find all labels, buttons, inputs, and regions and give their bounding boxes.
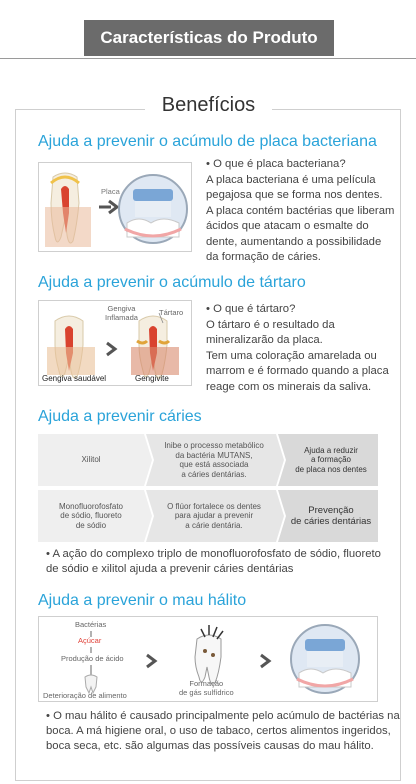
label-tartaro: Tártaro [159,308,184,317]
placa-line: da formação de cáries. [206,251,321,263]
label-gengiva-saudavel: Gengiva saudável [42,374,107,383]
placa-line: dente, aumentando a possibilidade [206,235,382,248]
placa-description [206,157,394,266]
halito-note-line: • O mau hálito é causado principalmente pelo acúmulo de bactérias na [46,710,400,722]
halito-note-line: boca. A má higiene oral, o uso de tabaco, certos alimentos ingeridos, [46,725,391,737]
fluor-result: Prevenção de cáries dentárias [290,505,372,527]
section-title-caries: Ajuda a prevenir cáries [38,408,202,425]
caries-row-fluor [38,490,378,542]
tooth-plaque-image [39,163,191,251]
halito-note-line: boca seca, etc. são algumas das possíveis causas do mau hálito. [46,740,374,752]
caries-note-line: de sódio e xilitol ajuda a prevenir cáries dentárias [46,563,294,575]
tartaro-line: marrom e é formado quando a placa [206,365,389,377]
tartaro-description [206,302,389,395]
section-title-tartaro: Ajuda a prevenir o acúmulo de tártaro [38,274,306,291]
tartaro-line: mineralizarão da placa. [206,334,323,346]
tartaro-line: reage com os minerais da saliva. [206,380,372,393]
header-divider [0,58,416,59]
xilitol-result: Ajuda a reduzir a formação de placa nos dentes [295,445,367,474]
caries-row-xilitol [38,434,378,486]
tartaro-line: Tem uma coloração amarelada ou [206,349,377,362]
placa-line: • O que é placa bacteriana? [206,158,346,170]
label-deterioracao: Deterioração de alimento [43,691,127,700]
placa-line: pegajosa que se forma nos dentes. [206,189,383,201]
xilitol-mechanism: Inibe o processo metabólico da bactéria MUTANS, que está associada a cáries dentárias. [164,441,264,479]
tartaro-line: O tártaro é o resultado da [206,318,335,331]
placa-line: A placa contém bactérias que liberam [206,204,395,217]
frame-top-left [15,109,145,110]
placa-line: ácidos que atacam o esmalte do [206,220,369,232]
label-acucar: Açúcar [78,636,102,645]
caries-note-line: • A ação do complexo triplo de monofluorofosfato de sódio, fluoreto [46,548,381,560]
placa-illustration [38,162,192,252]
caries-note [46,547,381,577]
label-formacao-gas: Formação de gás sulfídrico [179,679,234,697]
placa-line: A placa bacteriana é uma película [206,173,376,186]
page-title: Características do Produto [84,20,334,56]
placa-label: Placa [101,187,120,196]
frame-top-right [272,109,401,110]
halito-note [46,709,400,754]
label-producao-acido: Produção de ácido [61,654,124,663]
label-bacterias: Bactérias [75,620,107,629]
fluor-mechanism: O flúor fortalece os dentes para ajudar a prevenir a cárie dentária. [167,501,261,530]
halito-illustration [38,616,378,702]
tartaro-illustration [38,300,192,386]
section-title-halito: Ajuda a prevenir o mau hálito [38,592,247,609]
label-gengiva-inflamada: Gengiva Inflamada [105,304,138,322]
benefits-title: Benefícios [161,94,256,116]
tartaro-line: • O que é tártaro? [206,303,296,315]
ingredient-xilitol: Xilitol [81,455,101,465]
label-gengivite: Gengivite [135,374,169,383]
ingredient-fluor: Monofluorofosfato de sódio, fluoreto de sódio [58,501,124,530]
section-title-placa: Ajuda a prevenir o acúmulo de placa bacteriana [38,133,377,150]
